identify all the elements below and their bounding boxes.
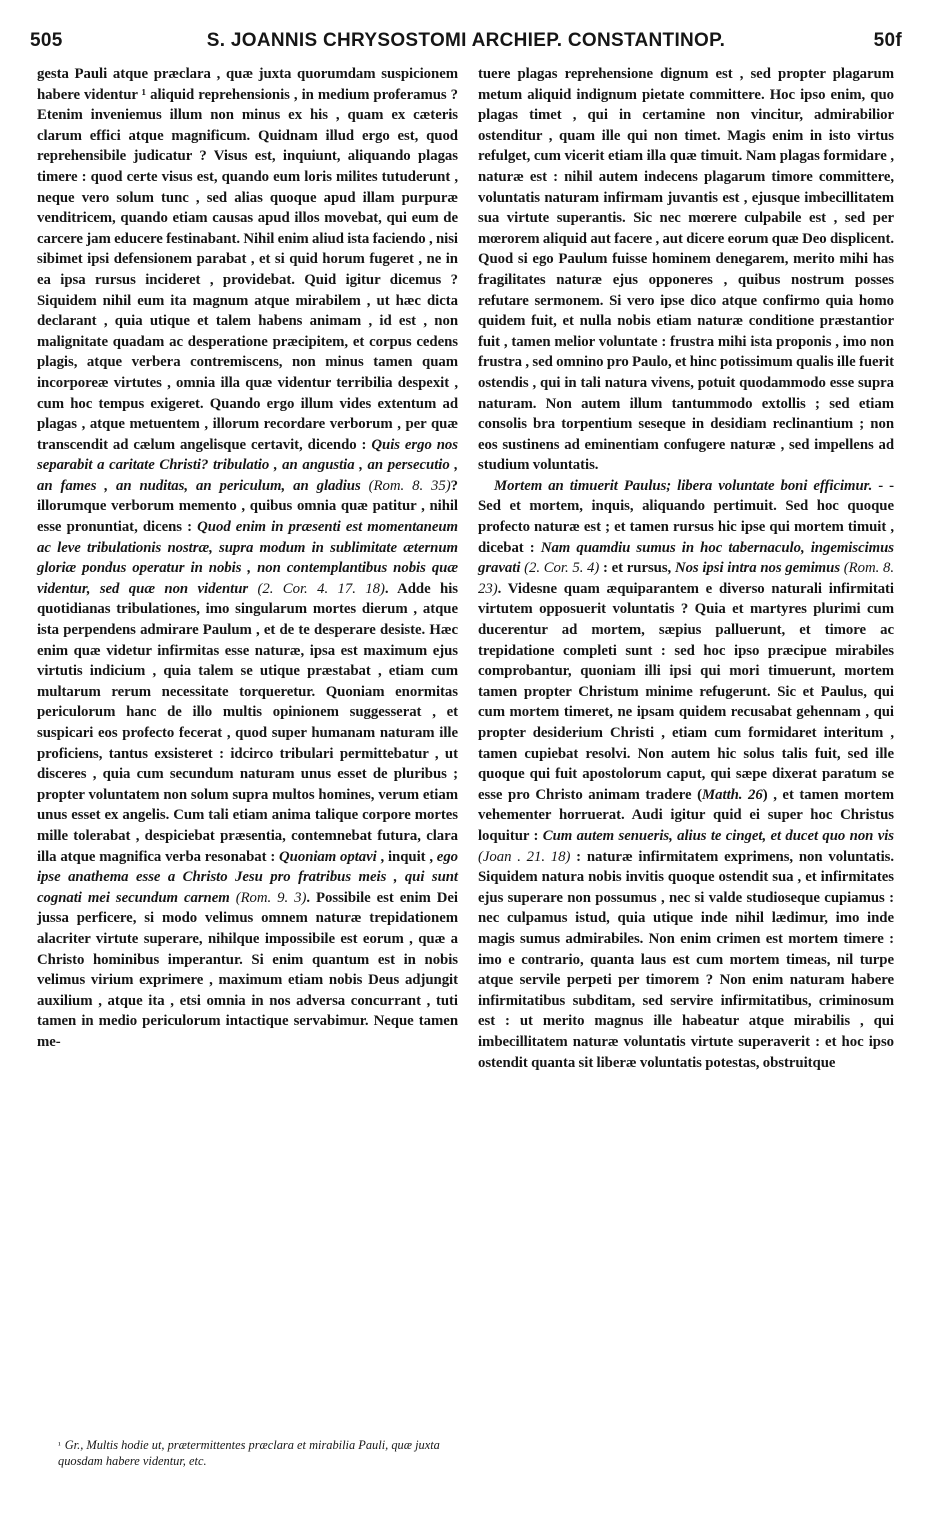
footnote-text: Gr., Multis hodie ut, prætermittentes præclara et mirabilia Pauli, quæ juxta quosdam habere videntur, etc.: [58, 1438, 440, 1468]
footnote: [58, 1437, 458, 1469]
right-column: [478, 64, 894, 1073]
text-run: : naturæ infirmitatem exprimens, non voluntatis. Siquidem natura nobis invitis quoque ostendit sua , et infirmitates ejus superare non possumus , nec si valde studioseque cupiamus : nec culpamus istud, quia utique inde nihil lædimur, imo inde magis sumus admirabiles. Non enim crimen est mortem timere : imo e contrario, quanta laus est cum mortem timeas, nil turpe atque servile perpeti per timorem ? Non enim naturam habere infirmitatibus subditam, sed servire infirmitatibus, criminosum est : ut merito magnus ille habeatur atque mirabilis , qui imbecillitatem naturæ voluntatis virtute superaverit : et hoc ipso ostendit quanta sit liberæ voluntatis potestas, obstruitque: [478, 848, 894, 1071]
scripture-reference: (2. Cor. 4. 17. 18): [248, 580, 385, 597]
scripture-quote: Quis ergo nos separabit a caritate Christi? tribulatio , an angustia , an persecutio , an fames , an nuditas, an periculum, an gladius: [37, 436, 458, 494]
text-run: . Possibile est enim Dei jussa perficere, si modo velimus omnem naturæ trepidationem alacriter virtute superare, nihilque impossibile est eorum , quæ a Christo hominibus imperantur. Si enim quantum est in nobis velimus virium exprimere , maximum etiam nobis Deus adjungit auxilium , atque ita , etsi omnia in nos adversa concurrant , tuti tamen in medio periculorum intactique servabimur. Neque tamen me-: [37, 889, 458, 1050]
scripture-quote: Quoniam optavi: [279, 848, 377, 865]
section-heading: Mortem an timuerit Paulus; libera voluntate boni efficimur.: [494, 477, 873, 494]
scripture-reference: (Rom. 8. 23): [478, 560, 894, 597]
right-paragraph: [478, 476, 894, 1073]
scripture-reference: (Joan . 21. 18): [478, 848, 571, 865]
text-run: . Videsne quam æquiparantem e diverso naturali infirmitati virtutem opposuerit voluntatis ? Quia et martyres plurimi cum ducerentur ad mortem, sæpius palluerunt, et timore ac trepidatione completi sunt : sed hoc ipso præcipue mirabiles comprobantur, quoniam illi ipsi qui mori timuerunt, mortem tamen propter Christum minime refugerunt. Sic et Paulus, qui cum mortem timeret, ne ipsam quidem recusabat gehennam , qui propter desiderium Christi , etiam cum formidaret interitum , tamen cupiebat resolvi. Non autem hic solus talis fuit, sed ille quoque qui fuit apostolorum caput, qui sæpe dixerat paratum se esse pro Christo animam tradere (: [478, 580, 894, 803]
page-number-right: 50f: [873, 30, 902, 51]
text-run: tuere plagas reprehensione dignum est , sed propter plagarum metum aliquid indignum pietate committere. Hoc ipso enim, quo plagas timet , qui in certamine non vincitur, admirabilior ostenditur , quam ille qui non timet. Magis enim in isto virtus refulget, cum vicerit etiam illa quæ timuit. Nam plagas formidare , naturæ est : nihil autem indecens plagarum timore committere, voluntatis naturam infirmam juvantis est , ejusque imbecillitatem sua virtute superantis. Sic nec mœrere culpabile est , sed per mœrorem aliquid aut facere , aut dicere eorum quæ Deo displicent. Quod si ego Paulum fuisse hominem denegarem, merito mihi has fragilitates naturæ ejus opponeres , quibus nostrum posses refutare sermonem. Si vero ipse dico atque confirmo quia homo quidem fuit, et nulla nobis etiam naturæ conditione præstantior fuit , tamen melior voluntate : frustra mihi ista proponis , imo non frustra , sed omnino pro Paulo, et hinc potissimum qualis ille fuerit ostendis , qui in tali natura vivens, potuit quodammodo esse supra naturam. Non autem illum tantummodo extollis ; sed etiam consolis bra torpentium seseque in desidiam reclinantium ; non eos sustinens ad eminentiam confugere naturæ , sed impellens ad studium voluntatis.: [478, 66, 894, 474]
text-run: gesta Pauli atque præclara , quæ juxta quorumdam suspicionem habere videntur ¹ aliquid reprehensionis , in medium proferamus ? Etenim inveniemus illum non minus ex his , quam ex cæteris clarum effici atque magnificum. Quidnam illud ergo est, quod reprehensibile judicatur ? Visus est, inquiunt, aliquando plagas timere : quod certe visus est, quando eum loris milites tutuderunt , neque vero solum tunc , sed alias quoque apud illam purpuræ venditricem, quando etiam causas apud illos movebat, qui eum de carcere jam educere festinabant. Nihil enim aliud ista faciendo , nisi sibimet ipsi defensionem parabat , et si quid horum fugeret , ne in ea ipsa rursus incideret , providebat. Quid igitur dicemus ? Siquidem nihil eum ita magnum atque mirabilem , ut hæc dicta declarant , quia utique et talem habens animam , id est , non malignitate quadam ac desperatione præcipitem, et corpus cedens plagis, atque verbera contremiscens, non minus tamen quam incorporeæ virtutes , omnia illa quæ videntur terribilia despexit , cum hoc tempus exigeret. Quando ergo illum vides extentum ad plagas , atque metuentem , illorum recordare verborum , per quæ transcendit ad cælum angelisque certavit, dicendo :: [37, 66, 458, 453]
text-run: ? illorumque verborum memento , quibus omnia quæ patitur , nihil esse pronuntiat, dicens :: [37, 477, 458, 536]
running-title: S. JOANNIS CHRYSOSTOMI ARCHIEP. CONSTANTINOP.: [206, 30, 726, 51]
left-column: [37, 64, 458, 1053]
footnote-mark: ¹: [58, 1440, 61, 1450]
scripture-reference: (Rom. 8. 35): [360, 477, 451, 494]
text-run: - - Sed et mortem, inquis, aliquando pertimuit. Sed hoc quoque profecto naturæ est ; et tamen rursus hic ipse qui mortem timuit , dicebat :: [478, 477, 894, 556]
right-paragraph: [478, 64, 894, 476]
scripture-quote: Quod enim in præsenti est momentaneum ac leve tribulationis nostræ, supra modum in sublimitate æternum gloriæ pondus operatur in nobis , non contemplantibus nobis quæ videntur, sed quæ non videntur: [37, 519, 458, 597]
text-run: : et rursus,: [599, 560, 675, 577]
text-run: ) , et tamen mortem vehementer horruerat. Audi igitur quid ei super hoc Christus loquitur :: [478, 786, 894, 844]
scripture-quote: Cum autem senueris, alius te cinget, et ducet quo non vis: [542, 827, 894, 844]
running-head: [30, 30, 902, 60]
scripture-quote: Nam quamdiu sumus in hoc tabernaculo, ingemiscimus gravati: [478, 539, 894, 577]
text-run: , inquit ,: [376, 848, 437, 865]
scripture-reference: (2. Cor. 5. 4): [520, 560, 600, 577]
scripture-quote: Nos ipsi intra nos gemimus: [674, 560, 841, 577]
scripture-reference: (Rom. 9. 3): [229, 889, 307, 906]
scripture-reference: Matth. 26: [702, 786, 763, 803]
scripture-quote: ego ipse anathema esse a Christo Jesu pro fratribus meis , qui sunt cognati mei secundum carnem: [37, 848, 459, 906]
text-run: . Adde his quotidianas tribulationes, imo singularum mortes dierum , atque ista perpendens admirare Paulum , et de te desperare desiste. Hæc enim quæ videtur infirmitas esse naturæ, ipsa est maximum ejus virtutis indicium , quia talem se utique præstabat , etiam cum multarum rerum necessitate torqueretur. Quoniam enormitas periculorum hanc de illo multis opinionem suggesserat , et suspicari eos profecto fecerat , quod super humanam naturam ille proficiens, tantus exsisteret : idcirco tribulari permittebatur , ut disceres , quia cum secundum naturam unus esset de pluribus ; propter voluntatem non solum supra multos homines, verum etiam unus esset ex angelis. Cum tali etiam anima talique corpore mortes mille tolerabat , despiciebat præsentia, contemnebat futura, clara illa atque magnifica verba resonabat :: [37, 580, 458, 865]
left-paragraph: [37, 64, 458, 1053]
page-number-left: 505: [30, 30, 63, 51]
